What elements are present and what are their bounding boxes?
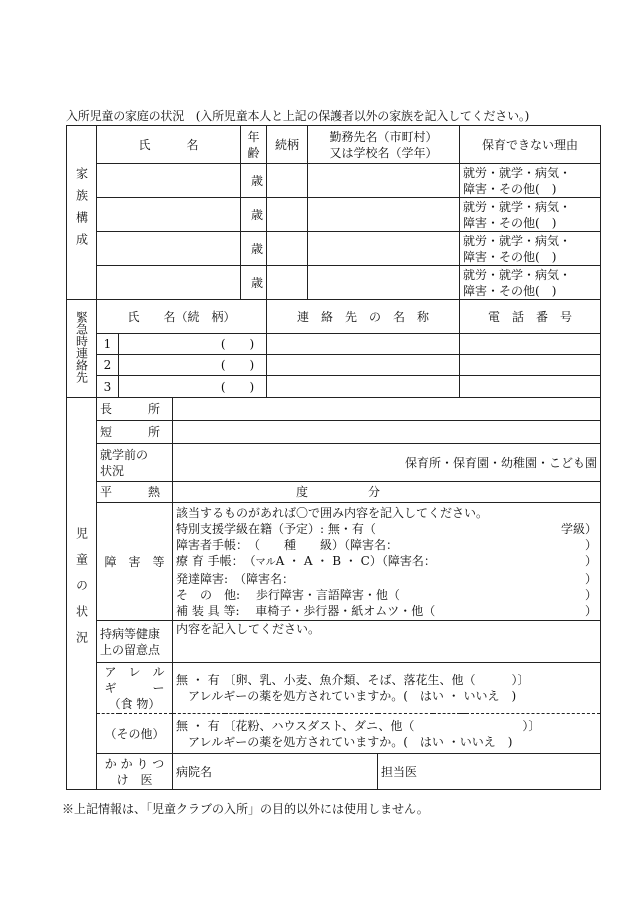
allergy-other-label: （その他） xyxy=(97,714,173,754)
family-workplace-input[interactable] xyxy=(308,198,460,232)
developmental-line[interactable]: 発達障害: （障害名： ） xyxy=(176,572,598,586)
handbook-line[interactable]: 障害者手帳： （ 種 級）（障害名： ） xyxy=(176,538,598,552)
family-age-header: 年齢 xyxy=(241,126,267,164)
physician-input[interactable]: 担当医 xyxy=(378,754,601,790)
family-reason-options[interactable]: 就労・就学・病気・ 障害・その他( ) xyxy=(460,232,601,266)
family-name-header: 氏 名 xyxy=(97,126,241,164)
special-class-line[interactable]: 特別支援学級在籍（予定）: 無・有（ 学級） xyxy=(176,522,598,536)
family-reason-options[interactable]: 就労・就学・病気・ 障害・その他( ) xyxy=(460,266,601,300)
disability-label: 障 害 等 xyxy=(97,503,173,621)
family-row xyxy=(67,198,601,232)
weaknesses-input[interactable] xyxy=(173,421,601,444)
emergency-section-label: 緊急時連絡先 xyxy=(67,300,97,398)
emergency-contact-input[interactable] xyxy=(267,334,460,355)
privacy-footnote: ※上記情報は、「児童クラブの入所」の目的以外には使用しません。 xyxy=(62,802,429,816)
family-workplace-input[interactable] xyxy=(308,266,460,300)
disability-intro: 該当するものがあれば〇で囲み内容を記入してください。 xyxy=(176,506,489,520)
normal-temp-input[interactable]: 度 分 xyxy=(173,482,601,503)
family-reason-options[interactable]: 就労・就学・病気・ 障害・その他( ) xyxy=(460,198,601,232)
doctor-label: か か り つ け 医 xyxy=(97,754,173,790)
family-workplace-input[interactable] xyxy=(308,164,460,198)
emergency-row xyxy=(67,376,601,398)
family-section-label: 家族構成 xyxy=(67,126,97,300)
emergency-phone-input[interactable] xyxy=(460,355,601,376)
family-status-form xyxy=(66,125,601,790)
emergency-phone-input[interactable] xyxy=(460,376,601,398)
ryouiku-line[interactable]: 療 育 手帳： （マルA ・ A ・ B ・ C）（障害名： ） xyxy=(176,554,598,568)
emergency-row-number: 3 xyxy=(97,376,119,398)
emergency-phone-header: 電 話 番 号 xyxy=(460,300,601,334)
allergy-food-label: ア レ ル ギ ー （食 物） xyxy=(97,663,173,714)
family-reason-header: 保育できない理由 xyxy=(460,126,601,164)
strengths-label: 長 所 xyxy=(97,398,173,421)
emergency-contact-input[interactable] xyxy=(267,355,460,376)
family-name-input[interactable] xyxy=(97,266,241,300)
family-name-input[interactable] xyxy=(97,164,241,198)
family-relation-input[interactable] xyxy=(267,164,308,198)
preschool-label: 就学前の 状況 xyxy=(97,444,173,482)
family-name-input[interactable] xyxy=(97,198,241,232)
allergy-other-details[interactable]: 無 ・ 有 〔花粉、ハウスダスト、ダニ、他（ ）〕 アレルギーの薬を処方されていますか。( はい ・いいえ ) xyxy=(173,714,601,754)
family-workplace-header: 勤務先名（市町村） 又は学校名（学年） xyxy=(308,126,460,164)
strengths-input[interactable] xyxy=(173,398,601,421)
emergency-row-number: 1 xyxy=(97,334,119,355)
disability-details[interactable] xyxy=(173,503,601,621)
emergency-row xyxy=(67,355,601,376)
emergency-name-input[interactable]: ( ) xyxy=(119,355,267,376)
allergy-food-details[interactable]: 無 ・ 有 〔卵、乳、小麦、魚介類、そば、落花生、他（ ）〕 アレルギーの薬を処方されていますか。( はい ・ いいえ ) xyxy=(173,663,601,714)
normal-temp-label: 平 熱 xyxy=(97,482,173,503)
hospital-name-input[interactable]: 病院名 xyxy=(173,754,378,790)
form-heading: 入所児童の家庭の状況 (入所児童本人と上記の保護者以外の家族を記入してください。) xyxy=(66,109,530,123)
family-age-input[interactable]: 歳 xyxy=(241,266,267,300)
family-row xyxy=(67,266,601,300)
health-label: 持病等健康 上の留意点 xyxy=(97,621,173,663)
family-name-input[interactable] xyxy=(97,232,241,266)
family-workplace-input[interactable] xyxy=(308,232,460,266)
family-age-input[interactable]: 歳 xyxy=(241,232,267,266)
family-reason-options[interactable]: 就労・就学・病気・ 障害・その他( ) xyxy=(460,164,601,198)
emergency-contact-header: 連 絡 先 の 名 称 xyxy=(267,300,460,334)
emergency-row-number: 2 xyxy=(97,355,119,376)
weaknesses-label: 短 所 xyxy=(97,421,173,444)
family-age-input[interactable]: 歳 xyxy=(241,198,267,232)
emergency-row xyxy=(67,334,601,355)
preschool-options[interactable]: 保育所・保育園・幼稚園・こども園 xyxy=(173,444,601,482)
aids-line[interactable]: 補 装 具 等: 車椅子・歩行器・紙オムツ・他（ ） xyxy=(176,604,598,618)
family-relation-input[interactable] xyxy=(267,266,308,300)
health-notes-input[interactable]: 内容を記入してください。 xyxy=(173,621,601,663)
family-age-input[interactable]: 歳 xyxy=(241,164,267,198)
child-section-label: 児童の状況 xyxy=(67,398,97,790)
family-row xyxy=(67,232,601,266)
family-row xyxy=(67,164,601,198)
family-relation-header: 続柄 xyxy=(267,126,308,164)
emergency-name-input[interactable]: ( ) xyxy=(119,376,267,398)
emergency-name-input[interactable]: ( ) xyxy=(119,334,267,355)
emergency-name-header: 氏 名（続 柄） xyxy=(97,300,267,334)
family-relation-input[interactable] xyxy=(267,232,308,266)
family-relation-input[interactable] xyxy=(267,198,308,232)
emergency-contact-input[interactable] xyxy=(267,376,460,398)
emergency-phone-input[interactable] xyxy=(460,334,601,355)
other-disability-line[interactable]: そ の 他: 歩行障害・言語障害・他（ ） xyxy=(176,588,598,602)
